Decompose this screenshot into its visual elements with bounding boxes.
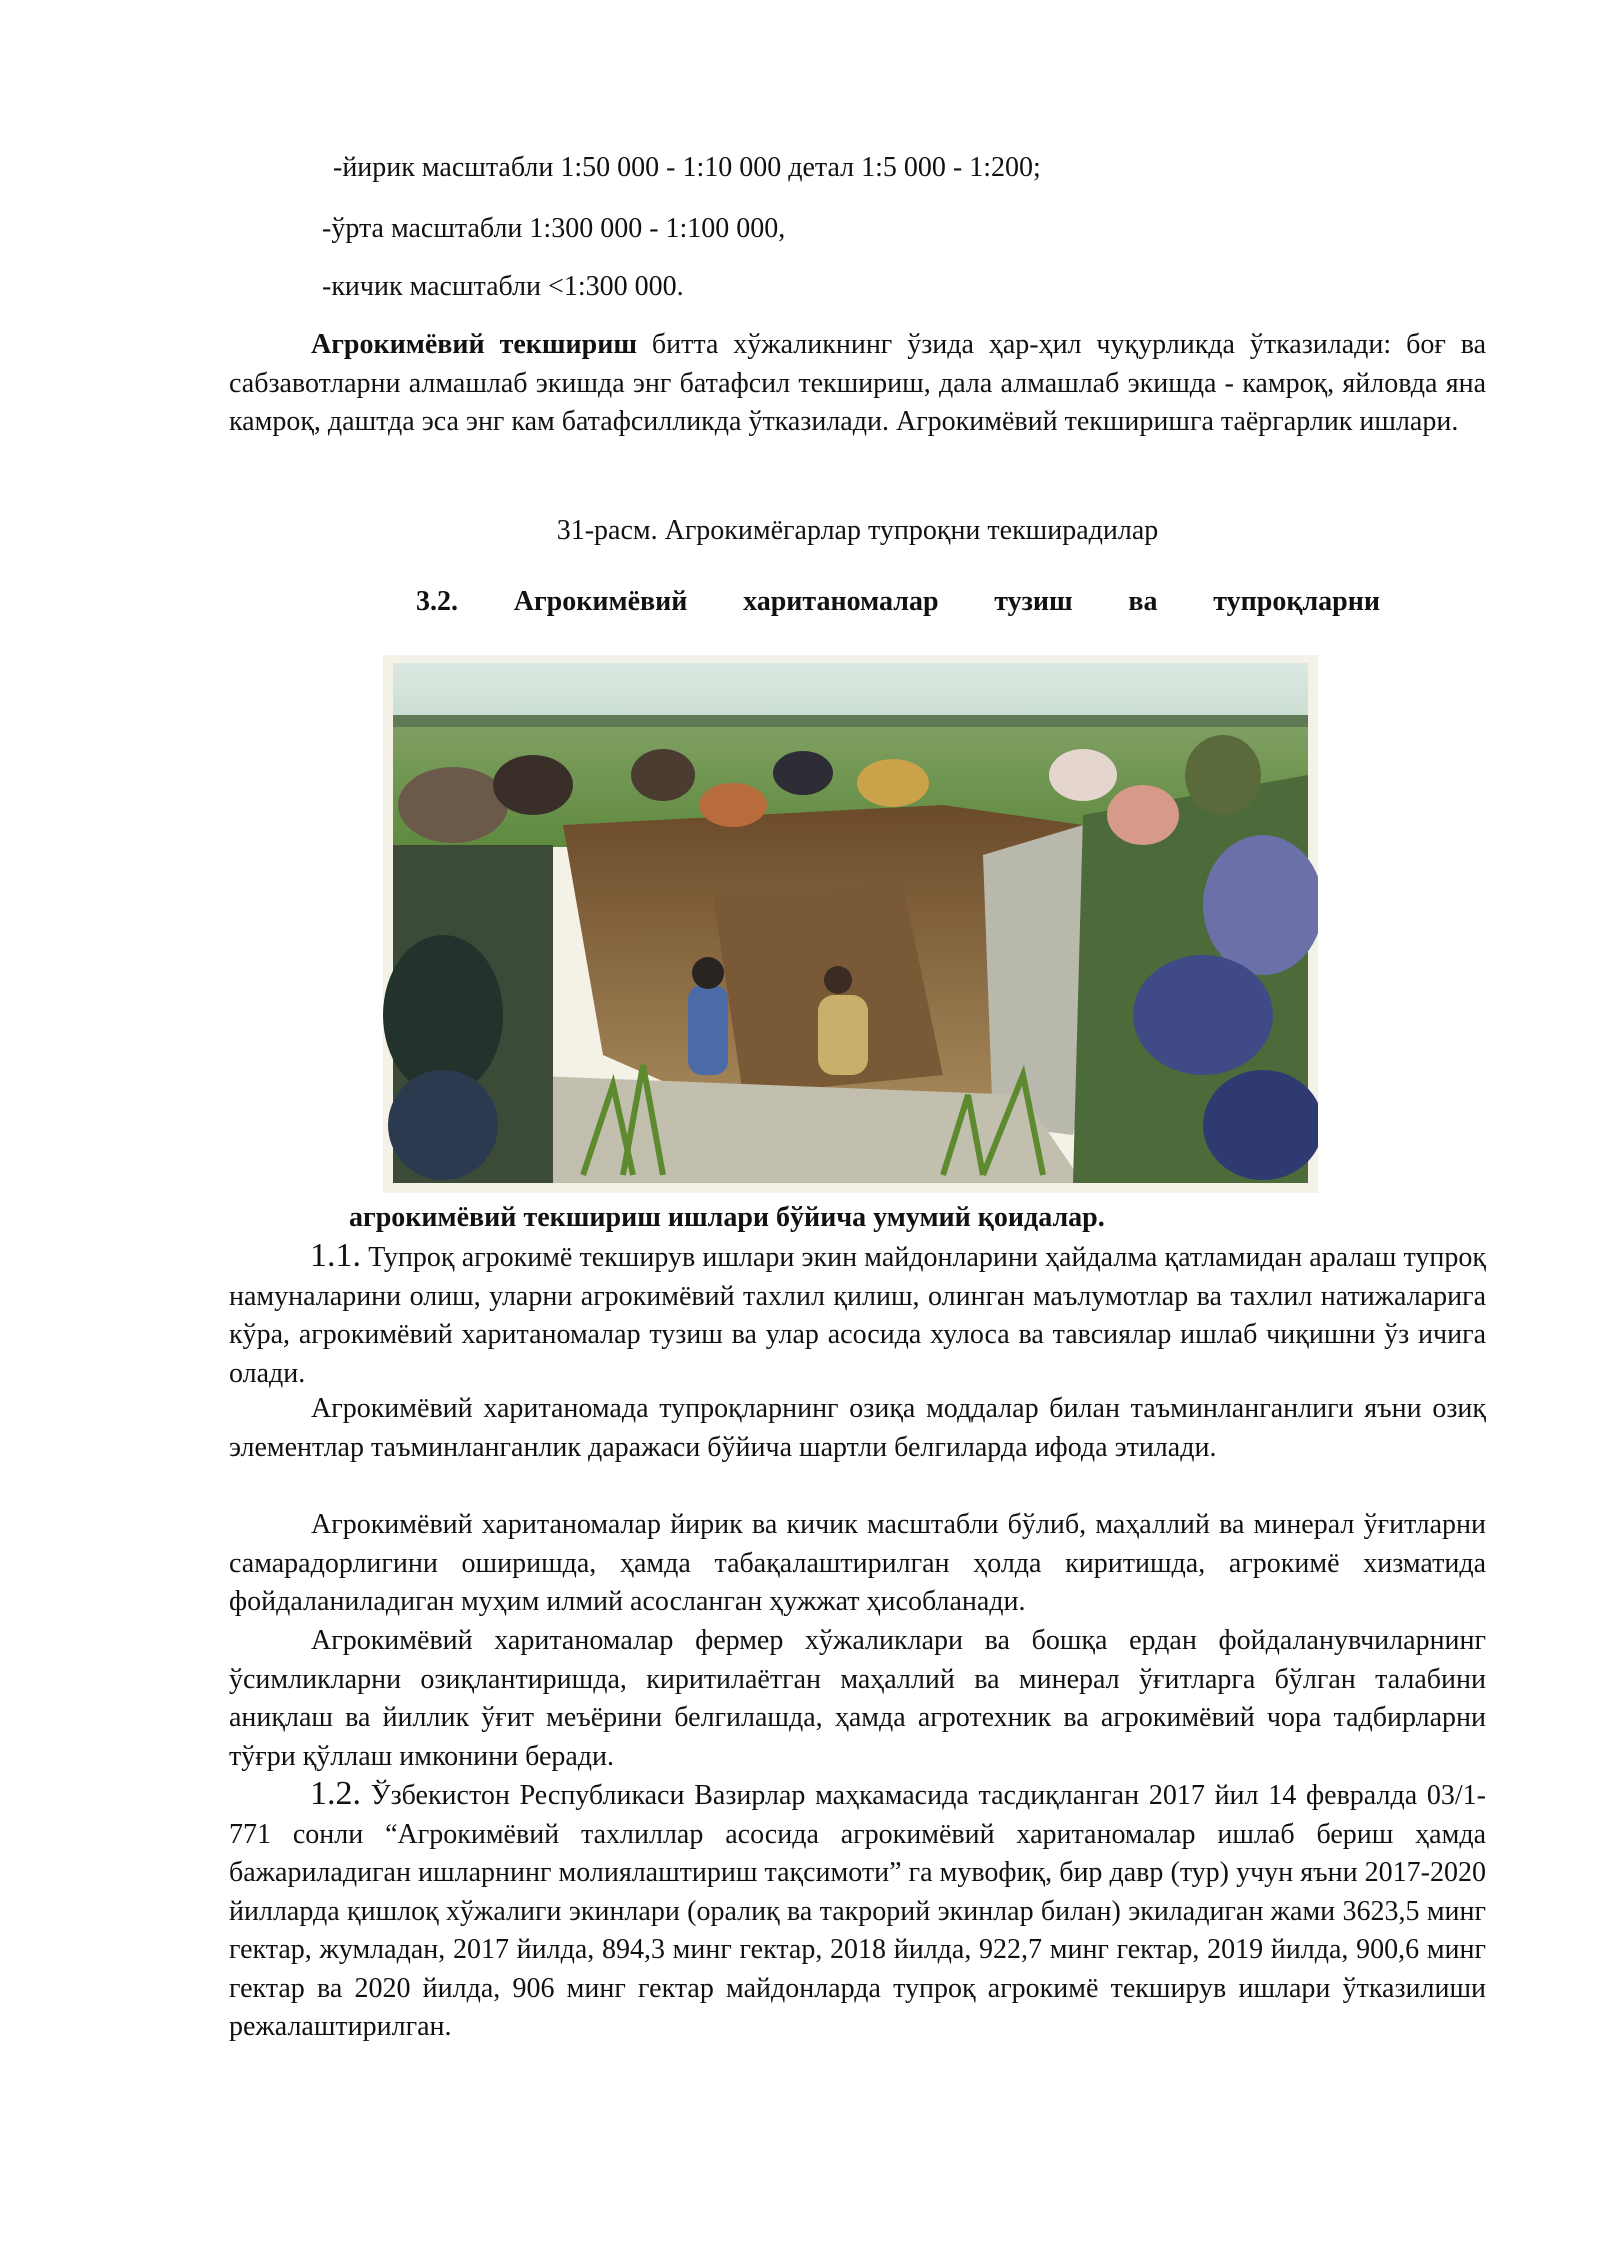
- scale-large-line: -йирик масштабли 1:50 000 - 1:10 000 детал 1:5 000 - 1:200;: [333, 152, 1041, 183]
- paragraph-1-2: [229, 1775, 1486, 2047]
- paragraph-map-scale: [229, 1506, 1486, 1622]
- paragraph-1-1: [229, 1237, 1486, 1393]
- paragraph-map-desc-text: Агрокимёвий хаританомада тупроқларнинг озиқа моддалар билан таъминланганлиги яъни озиқ элементлар таъминланганлик даражаси бўйича шартли белгиларда ифода этилади.: [229, 1393, 1486, 1463]
- photo-illustration: [383, 655, 1318, 1193]
- paragraph-1-2-text: Ўзбекистон Республикаси Вазирлар маҳкамасида тасдиқланган 2017 йил 14 февралда 03/1-771 сонли “Агрокимёвий тахлиллар асосида агрокимёвий хаританомалар ишлаб бериш ҳамда бажариладиган ишларнинг молиялаштириш тақсимоти” га мувофиқ, бир давр (тур) учун яъни 2017-2020 йилларда қишлоқ хўжалиги экинлари (оралиқ ва такрорий экинлар билан) экиладиган жами 3623,5 минг гектар, жумладан, 2017 йилда, 894,3 минг гектар, 2018 йилда, 922,7 минг гектар, 2019 йилда, 900,6 минг гектар ва 2020 йилда, 906 минг гектар майдонларда тупроқ агрокимё текширув ишлари ўтказилиши режалаштирилган.: [229, 1780, 1486, 2042]
- paragraph-map-use: [229, 1622, 1486, 1776]
- paragraph-1-1-text: Тупроқ агрокимё текширув ишлари экин майдонларини ҳайдалма қатламидан аралаш тупроқ намуналарини олиш, уларни агрокимёвий тахлил қилиш, олинган маълумотлар ва тахлил натижаларига кўра, агрокимёвий хаританомалар тузиш ва улар асосида хулоса ва тавсиялар ишлаб чиқишни ўз ичига олади.: [229, 1242, 1486, 1389]
- paragraph-map-scale-text: Агрокимёвий хаританомалар йирик ва кичик масштабли бўлиб, маҳаллий ва минерал ўғитларни самарадорлигини оширишда, ҳамда табақалаштирилган ҳолда киритишда, агрокимё хизматида фойдаланиладиган муҳим илмий асосланган ҳужжат ҳисобланади.: [229, 1509, 1486, 1617]
- intro-text: битта хўжаликнинг ўзида ҳар-ҳил чуқурликда ўтказилади: боғ ва сабзавотларни алмашлаб экишда энг батафсил текшириш, дала алмашлаб экишда - камроқ, яйловда яна камроқ, даштда эса энг кам батафсилликда ўтказилади. Агрокимёвий текширишга таёргарлик ишлари.: [229, 329, 1486, 437]
- figure-caption: 31-расм. Агрокимёгарлар тупроқни текширадилар: [556, 515, 1159, 546]
- scale-small-line: -кичик масштабли <1:300 000.: [322, 271, 684, 302]
- section-heading: 3.2. Агрокимёвий хаританомалар тузиш ва тупроқларни: [416, 586, 1380, 617]
- soil-pit-photo: [383, 655, 1318, 1193]
- section-heading-continuation: агрокимёвий текшириш ишлари бўйича умумий қоидалар.: [349, 1202, 1105, 1233]
- paragraph-1-2-number: 1.2.: [310, 1775, 361, 1812]
- paragraph-map-use-text: Агрокимёвий хаританомалар фермер хўжаликлари ва бошқа ердан фойдаланувчиларнинг ўсимликларни озиқлантиришда, киритилаётган маҳаллий ва минерал ўғитларга бўлган талабини аниқлаш ва йиллик ўғит меъёрини белгилашда, ҳамда агротехник ва агрокимёвий чора тадбирларни тўғри қўллаш имконини беради.: [229, 1625, 1486, 1772]
- intro-term: Агрокимёвий текшириш: [311, 329, 637, 360]
- scale-medium-line: -ўрта масштабли 1:300 000 - 1:100 000,: [322, 213, 786, 244]
- paragraph-map-desc: [229, 1390, 1486, 1467]
- intro-paragraph: [229, 326, 1486, 442]
- paragraph-1-1-number: 1.1.: [310, 1237, 361, 1274]
